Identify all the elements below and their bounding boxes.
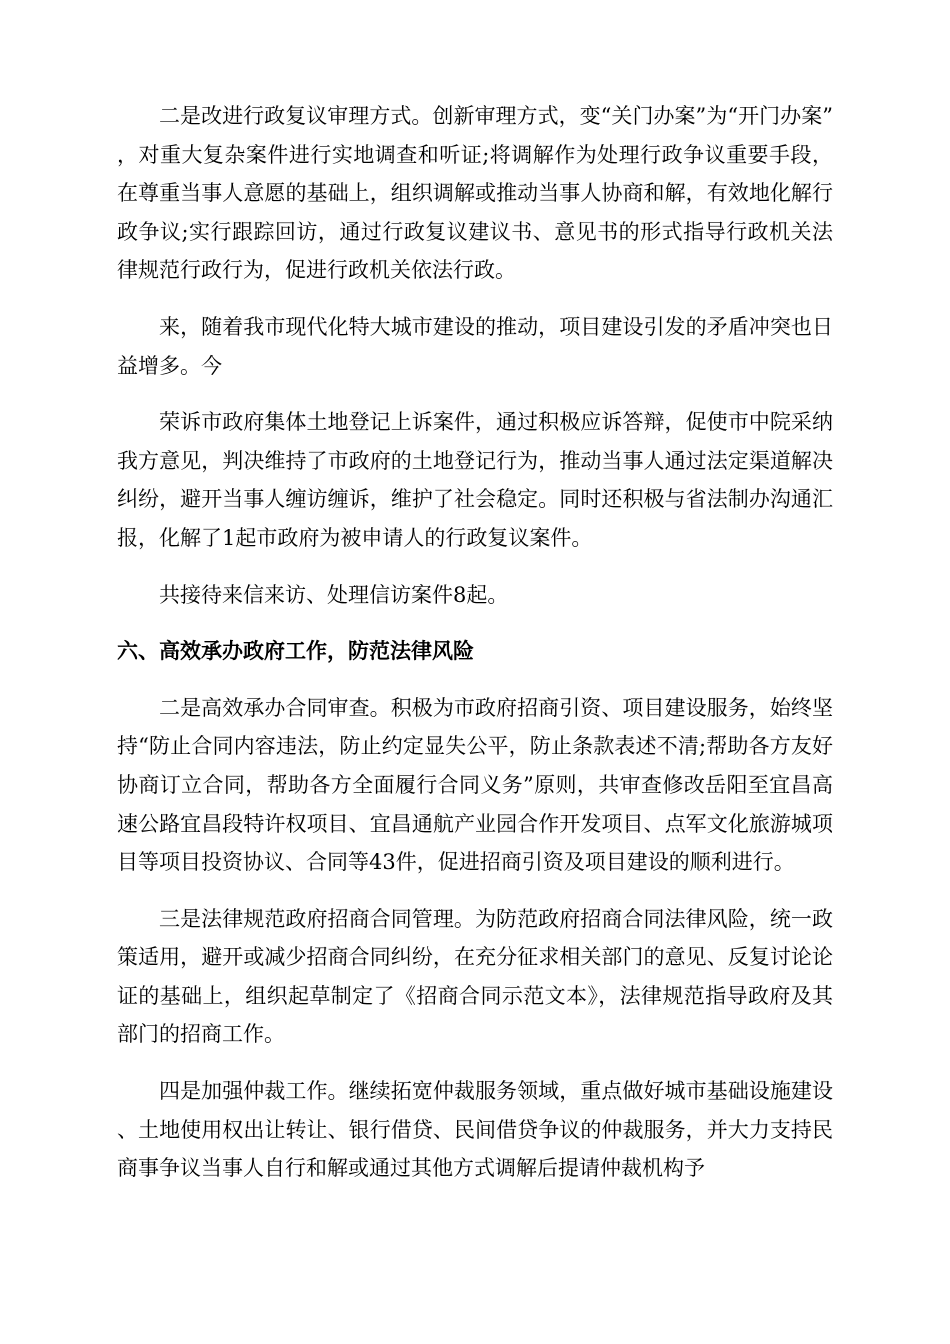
paragraph-city-construction: 来，随着我市现代化特大城市建设的推动，项目建设引发的矛盾冲突也日益增多。今 xyxy=(117,314,833,378)
paragraph-land-registration-case: 荣诉市政府集体土地登记上诉案件，通过积极应诉答辩，促使市中院采纳我方意见，判决维持了市政府的土地登记行为，推动当事人通过法定渠道解决纠纷，避开当事人缠访缠诉，维护了社会稳定。同时还积极与省法制办沟通汇报，化解了1起市政府为被申请人的行政复议案件。 xyxy=(117,410,833,550)
paragraph-review-method: 二是改进行政复议审理方式。创新审理方式，变“关门办案”为“开门办案”，对重大复杂案件进行实地调查和听证;将调解作为处理行政争议重要手段，在尊重当事人意愿的基础上，组织调解或推动当事人协商和解，有效地化解行政争议;实行跟踪回访，通过行政复议建议书、意见书的形式指导行政机关法律规范行政行为，促进行政机关依法行政。 xyxy=(117,104,833,283)
paragraph-contract-review: 二是高效承办合同审查。积极为市政府招商引资、项目建设服务，始终坚持“防止合同内容违法，防止约定显失公平，防止条款表述不清;帮助各方友好协商订立合同，帮助各方全面履行合同义务”原则，共审查修改岳阳至宜昌高速公路宜昌段特许权项目、宜昌通航产业园合作开发项目、点军文化旅游城项目等项目投资协议、合同等43件，促进招商引资及项目建设的顺利进行。 xyxy=(117,695,833,875)
paragraph-petition-cases: 共接待来信来访、处理信访案件8起。 xyxy=(159,582,509,607)
section-heading: 六、高效承办政府工作，防范法律风险 xyxy=(117,639,474,664)
paragraph-contract-management: 三是法律规范政府招商合同管理。为防范政府招商合同法律风险，统一政策适用，避开或减少招商合同纠纷，在充分征求相关部门的意见、反复讨论论证的基础上，组织起草制定了《招商合同示范文本》，法律规范指导政府及其部门的招商工作。 xyxy=(117,906,833,1047)
paragraph-arbitration: 四是加强仲裁工作。继续拓宽仲裁服务领域，重点做好城市基础设施建设、土地使用权出让转让、银行借贷、民间借贷争议的仲裁服务，并大力支持民商事争议当事人自行和解或通过其他方式调解后提请仲裁机构予 xyxy=(117,1079,833,1181)
document-page xyxy=(117,97,833,1188)
